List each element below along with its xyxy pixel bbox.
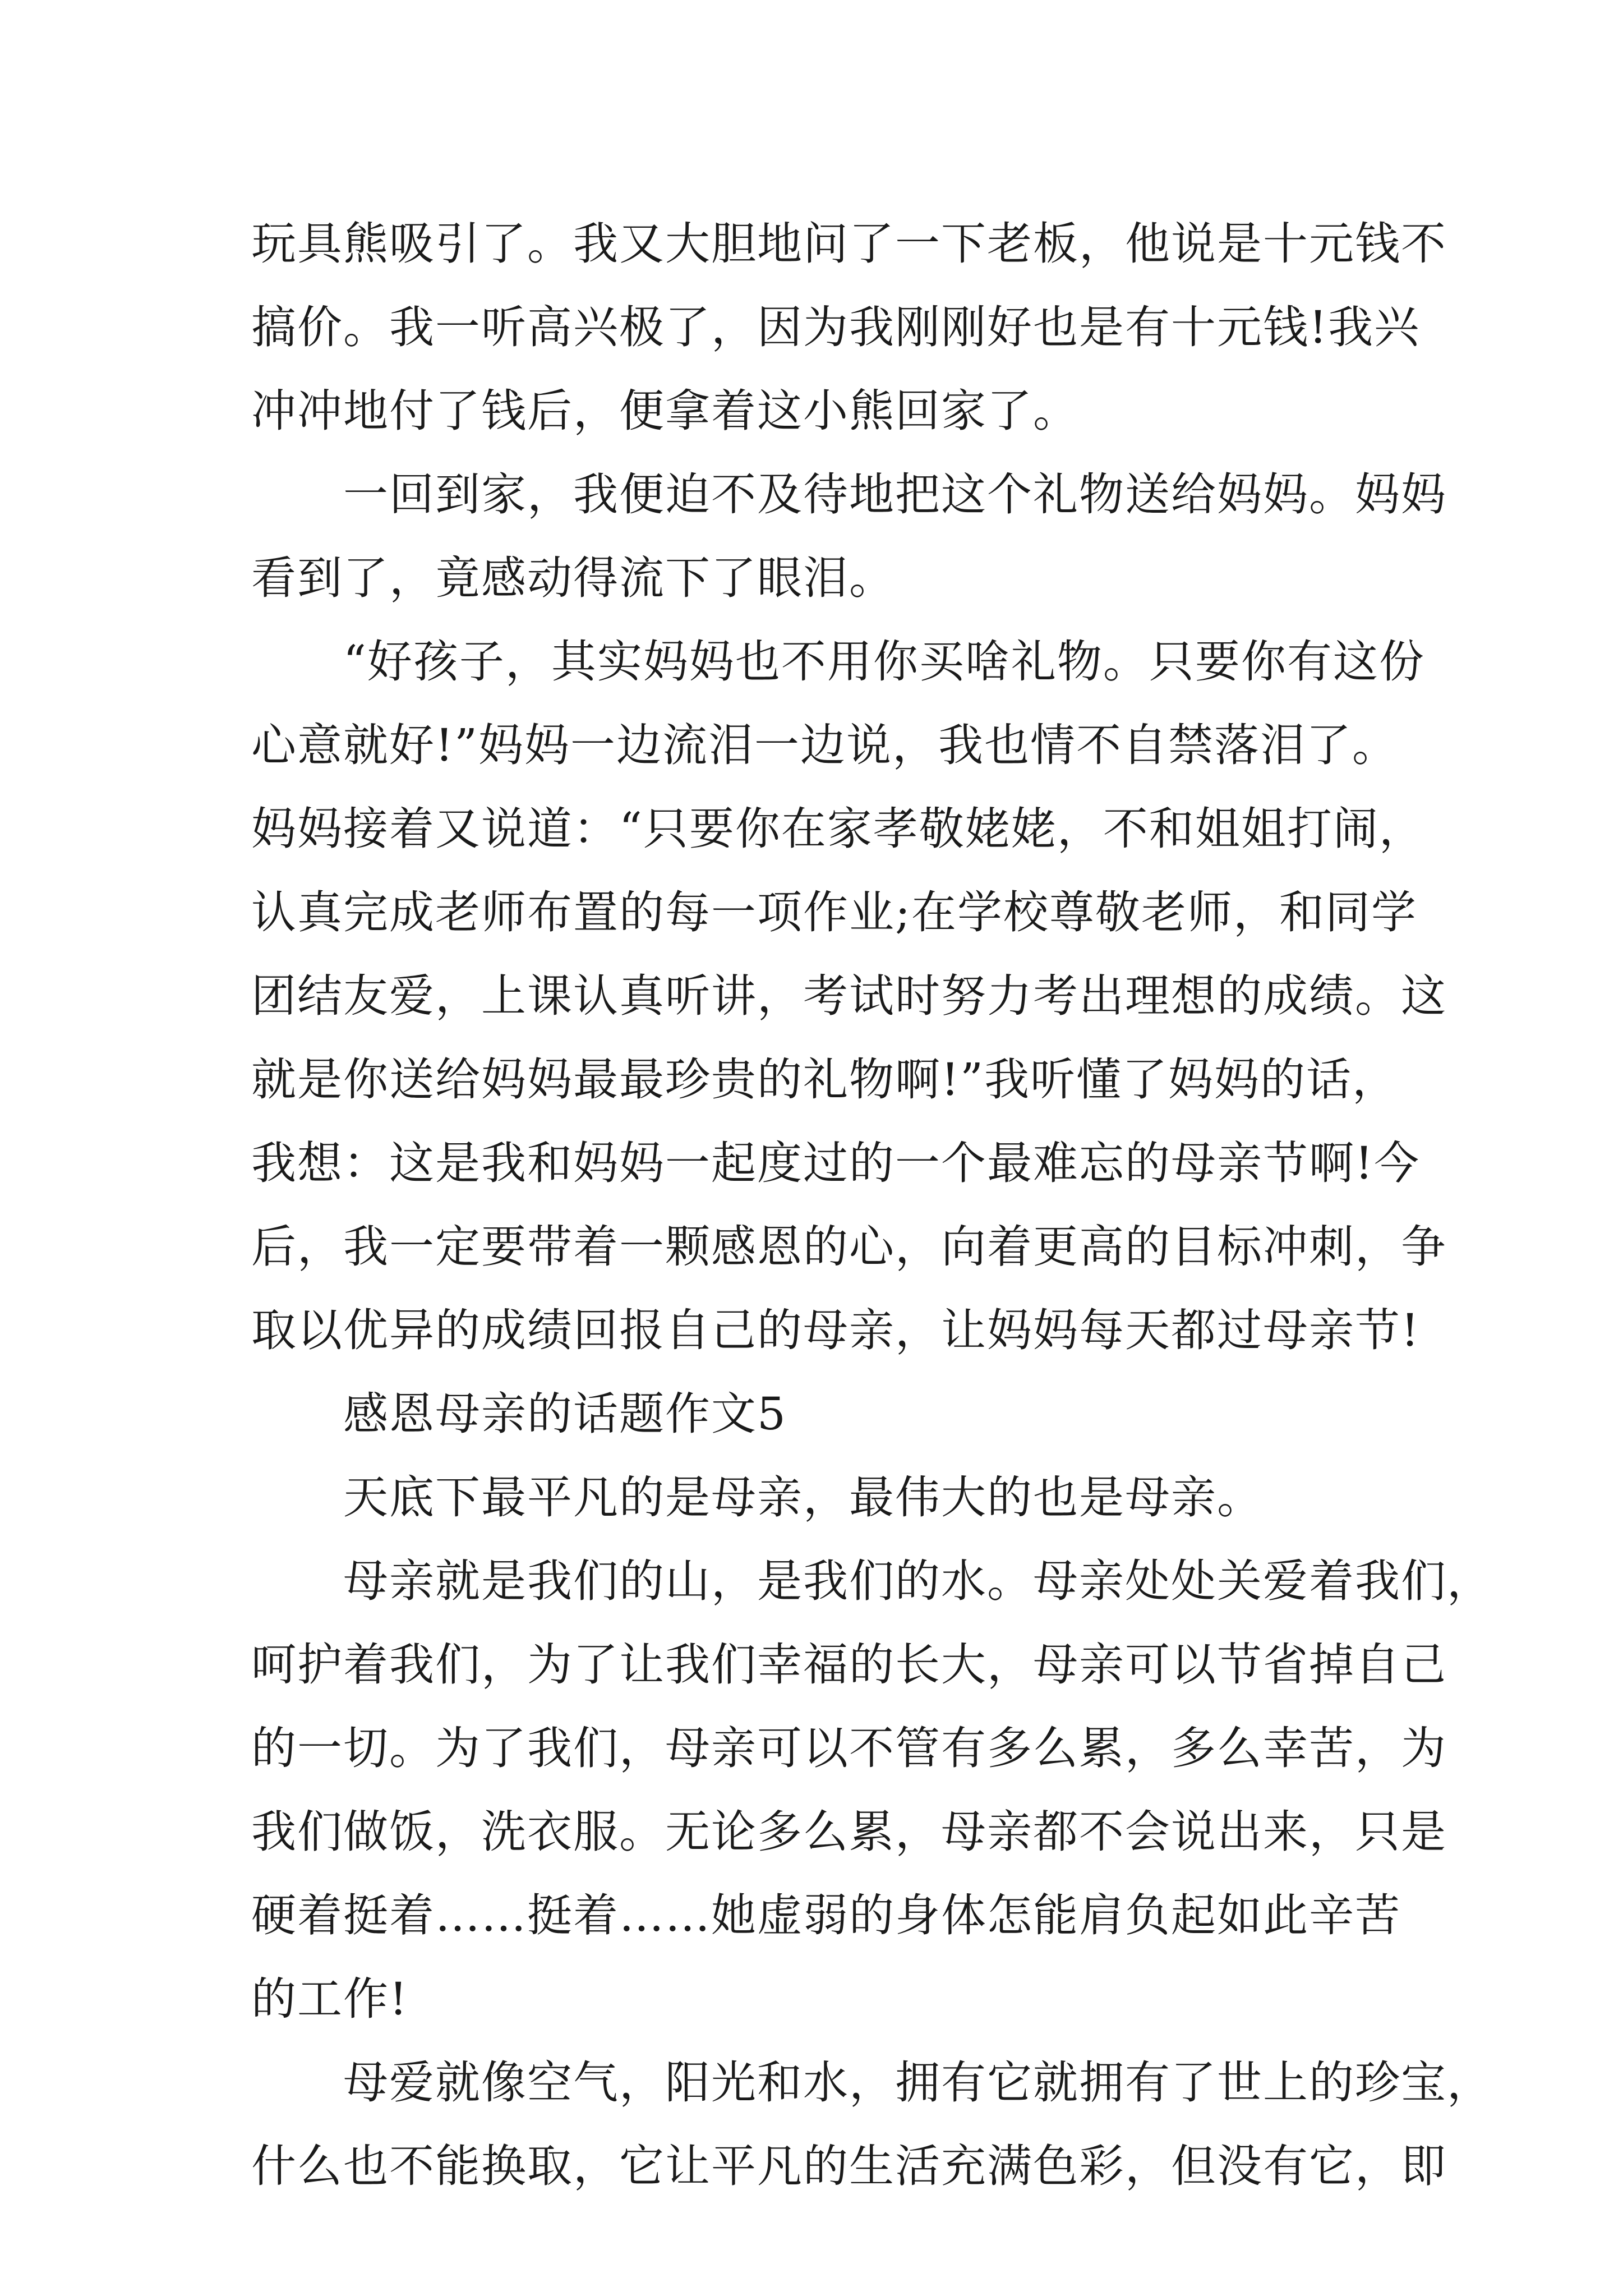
text-line-11: 就是你送给妈妈最最珍贵的礼物啊!”我听懂了妈妈的话， bbox=[251, 1053, 1399, 1106]
text-line-17: 母亲就是我们的山，是我们的水。母亲处处关爱着我们， bbox=[343, 1555, 1493, 1607]
section-heading: 感恩母亲的话题作文5 bbox=[343, 1388, 787, 1440]
text-line-20: 我们做饭，洗衣服。无论多么累，母亲都不会说出来，只是 bbox=[251, 1806, 1447, 1858]
text-line-23: 母爱就像空气，阳光和水，拥有它就拥有了世上的珍宝， bbox=[343, 2056, 1493, 2109]
text-line-1: 玩具熊吸引了。我又大胆地问了一下老板，他说是十元钱不 bbox=[251, 218, 1447, 270]
text-line-6: “好孩子，其实妈妈也不用你买啥礼物。只要你有这份 bbox=[343, 636, 1425, 688]
text-line-12: 我想：这是我和妈妈一起度过的一个最难忘的母亲节啊!今 bbox=[251, 1137, 1421, 1189]
text-line-22: 的工作! bbox=[251, 1973, 409, 2025]
text-line-5: 看到了，竟感动得流下了眼泪。 bbox=[251, 552, 895, 604]
text-line-19: 的一切。为了我们，母亲可以不管有多么累，多么幸苦，为 bbox=[251, 1722, 1447, 1774]
text-line-8: 妈妈接着又说道：“只要你在家孝敬姥姥，不和姐姐打闹， bbox=[251, 803, 1425, 855]
text-line-13: 后，我一定要带着一颗感恩的心，向着更高的目标冲刺，争 bbox=[251, 1221, 1447, 1273]
text-line-7: 心意就好!”妈妈一边流泪一边说，我也情不自禁落泪了。 bbox=[251, 719, 1399, 771]
text-line-2: 搞价。我一听高兴极了，因为我刚刚好也是有十元钱!我兴 bbox=[251, 301, 1421, 353]
body-text bbox=[251, 202, 1493, 2208]
text-line-3: 冲冲地付了钱后，便拿着这小熊回家了。 bbox=[251, 385, 1079, 437]
text-line-24: 什么也不能换取，它让平凡的生活充满色彩，但没有它，即 bbox=[251, 2140, 1447, 2192]
text-line-21: 硬着挺着……挺着……她虚弱的身体怎能肩负起如此辛苦 bbox=[251, 1889, 1401, 1941]
text-line-4: 一回到家，我便迫不及待地把这个礼物送给妈妈。妈妈 bbox=[343, 468, 1447, 521]
text-line-9: 认真完成老师布置的每一项作业;在学校尊敬老师，和同学 bbox=[251, 886, 1417, 938]
text-line-14: 取以优异的成绩回报自己的母亲，让妈妈每天都过母亲节! bbox=[251, 1304, 1421, 1356]
text-line-16: 天底下最平凡的是母亲，最伟大的也是母亲。 bbox=[343, 1471, 1263, 1524]
text-line-10: 团结友爱，上课认真听讲，考试时努力考出理想的成绩。这 bbox=[251, 970, 1447, 1022]
text-line-18: 呵护着我们，为了让我们幸福的长大，母亲可以节省掉自己 bbox=[251, 1639, 1447, 1691]
